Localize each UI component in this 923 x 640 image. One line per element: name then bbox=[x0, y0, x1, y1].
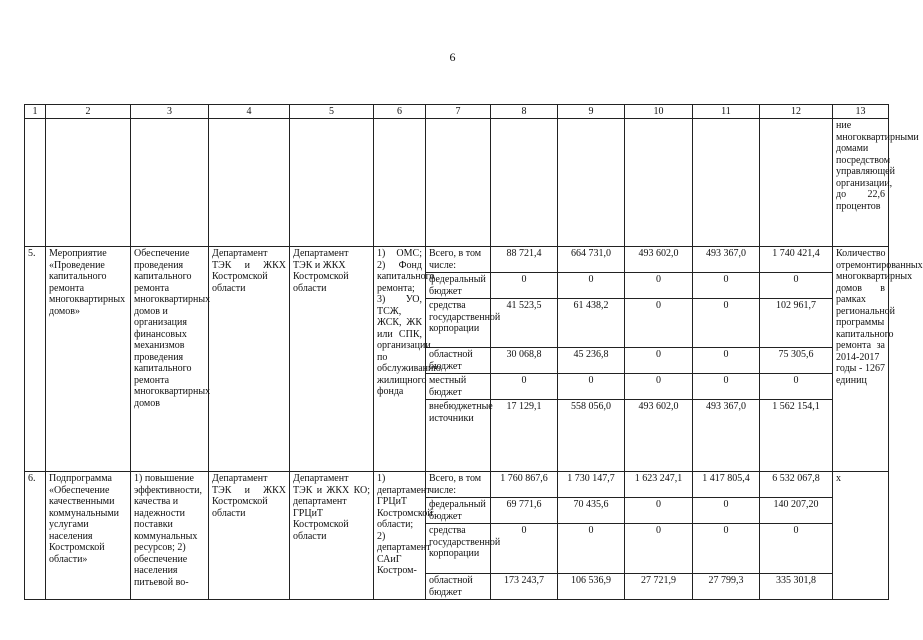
amount-cell: 0 bbox=[625, 299, 693, 348]
table-row bbox=[25, 472, 889, 498]
funding-source: областной бюджет bbox=[426, 348, 491, 374]
amount-cell: 493 367,0 bbox=[693, 400, 760, 472]
result-text: Количество отремонтированных многоквартирных домов в рамках региональной программы капитального ремонта за 2014-2017 годы - 1267 единиц bbox=[833, 247, 889, 472]
amount-cell: 17 129,1 bbox=[491, 400, 558, 472]
amount-cell: 0 bbox=[558, 273, 625, 299]
amount-cell: 27 721,9 bbox=[625, 574, 693, 600]
amount-cell: 0 bbox=[491, 374, 558, 400]
amount-cell: 173 243,7 bbox=[491, 574, 558, 600]
page-number: 6 bbox=[449, 50, 456, 64]
amount-cell: 558 056,0 bbox=[558, 400, 625, 472]
amount-cell: 75 305,6 bbox=[760, 348, 833, 374]
column-number: 7 bbox=[426, 105, 491, 119]
amount-cell: 30 068,8 bbox=[491, 348, 558, 374]
amount-cell: 0 bbox=[625, 374, 693, 400]
amount-cell: 1 417 805,4 bbox=[693, 472, 760, 498]
column-number: 9 bbox=[558, 105, 625, 119]
coordinator: Департамент ТЭК и ЖКХ Костромской области bbox=[209, 472, 290, 600]
activity-goal: Обеспечение проведения капитального ремонта многоквартирных домов и организация финансовых механизмов проведения капитального ремонта многоквартирных домов bbox=[131, 247, 209, 472]
funding-source: Всего, в том числе: bbox=[426, 472, 491, 498]
amount-cell: 0 bbox=[693, 524, 760, 574]
amount-cell: 0 bbox=[760, 273, 833, 299]
executor: Департамент ТЭК и ЖКХ КО; департамент ГРЦиТ Костромской области bbox=[290, 472, 374, 600]
amount-cell: 6 532 067,8 bbox=[760, 472, 833, 498]
amount-cell: 0 bbox=[625, 524, 693, 574]
funding-source: федеральный бюджет bbox=[426, 273, 491, 299]
amount-cell: 493 602,0 bbox=[625, 247, 693, 273]
column-number: 1 bbox=[25, 105, 46, 119]
participants: 1) департамент ГРЦиТ Костромской области; 2) департамент САиГ Костром- bbox=[374, 472, 426, 600]
funding-source: средства государственной корпорации bbox=[426, 524, 491, 574]
amount-cell: 140 207,20 bbox=[760, 498, 833, 524]
funding-source: внебюджетные источники bbox=[426, 400, 491, 472]
row-number: 5. bbox=[25, 247, 46, 472]
amount-cell: 1 730 147,7 bbox=[558, 472, 625, 498]
amount-cell: 41 523,5 bbox=[491, 299, 558, 348]
amount-cell: 0 bbox=[491, 273, 558, 299]
amount-cell: 88 721,4 bbox=[491, 247, 558, 273]
activity-name: Мероприятие «Проведение капитального ремонта многоквартирных домов» bbox=[46, 247, 131, 472]
amount-cell: 0 bbox=[693, 374, 760, 400]
amount-cell: 1 760 867,6 bbox=[491, 472, 558, 498]
amount-cell: 61 438,2 bbox=[558, 299, 625, 348]
amount-cell: 0 bbox=[760, 524, 833, 574]
funding-source: Всего, в том числе: bbox=[426, 247, 491, 273]
column-number: 11 bbox=[693, 105, 760, 119]
column-number: 13 bbox=[833, 105, 889, 119]
amount-cell: 0 bbox=[558, 524, 625, 574]
amount-cell: 27 799,3 bbox=[693, 574, 760, 600]
amount-cell: 70 435,6 bbox=[558, 498, 625, 524]
executor: Департамент ТЭК и ЖКХ Костромской области bbox=[290, 247, 374, 472]
column-number: 10 bbox=[625, 105, 693, 119]
funding-source: местный бюджет bbox=[426, 374, 491, 400]
column-number: 12 bbox=[760, 105, 833, 119]
amount-cell: 335 301,8 bbox=[760, 574, 833, 600]
column-number: 8 bbox=[491, 105, 558, 119]
amount-cell: 493 367,0 bbox=[693, 247, 760, 273]
table-row bbox=[25, 247, 889, 273]
activity-goal: 1) повышение эффективности, качества и надежности поставки коммунальных ресурсов; 2) обеспечение населения питьевой во- bbox=[131, 472, 209, 600]
funding-source: областной бюджет bbox=[426, 574, 491, 600]
participants: 1) ОМС; 2) Фонд капитального ремонта; 3) УО, ТСЖ, ЖСК, ЖК или СПК, организации по обслуживанию жилищного фонда bbox=[374, 247, 426, 472]
amount-cell: 1 740 421,4 bbox=[760, 247, 833, 273]
funding-source: средства государственной корпорации bbox=[426, 299, 491, 348]
column-number: 4 bbox=[209, 105, 290, 119]
amount-cell: 493 602,0 bbox=[625, 400, 693, 472]
amount-cell: 0 bbox=[693, 498, 760, 524]
column-number: 2 bbox=[46, 105, 131, 119]
column-number: 5 bbox=[290, 105, 374, 119]
amount-cell: 0 bbox=[491, 524, 558, 574]
amount-cell: 0 bbox=[693, 299, 760, 348]
amount-cell: 1 623 247,1 bbox=[625, 472, 693, 498]
amount-cell: 106 536,9 bbox=[558, 574, 625, 600]
column-number-row bbox=[25, 105, 889, 119]
amount-cell: 0 bbox=[625, 273, 693, 299]
coordinator: Департамент ТЭК и ЖКХ Костромской области bbox=[209, 247, 290, 472]
continuation-row bbox=[25, 119, 889, 247]
amount-cell: 0 bbox=[625, 498, 693, 524]
column-number: 3 bbox=[131, 105, 209, 119]
amount-cell: 0 bbox=[693, 273, 760, 299]
amount-cell: 102 961,7 bbox=[760, 299, 833, 348]
amount-cell: 69 771,6 bbox=[491, 498, 558, 524]
amount-cell: 0 bbox=[625, 348, 693, 374]
amount-cell: 664 731,0 bbox=[558, 247, 625, 273]
result-text: х bbox=[833, 472, 889, 600]
activity-name: Подпрограмма «Обеспечение качественными коммунальными услугами населения Костромской области» bbox=[46, 472, 131, 600]
column-number: 6 bbox=[374, 105, 426, 119]
funding-source: федеральный бюджет bbox=[426, 498, 491, 524]
row-number: 6. bbox=[25, 472, 46, 600]
amount-cell: 0 bbox=[693, 348, 760, 374]
program-table bbox=[24, 104, 923, 600]
amount-cell: 0 bbox=[558, 374, 625, 400]
amount-cell: 1 562 154,1 bbox=[760, 400, 833, 472]
amount-cell: 0 bbox=[760, 374, 833, 400]
amount-cell: 45 236,8 bbox=[558, 348, 625, 374]
result-text: ние многоквартирными домами посредством управляющей организации, до 22,6 процентов bbox=[833, 119, 889, 247]
